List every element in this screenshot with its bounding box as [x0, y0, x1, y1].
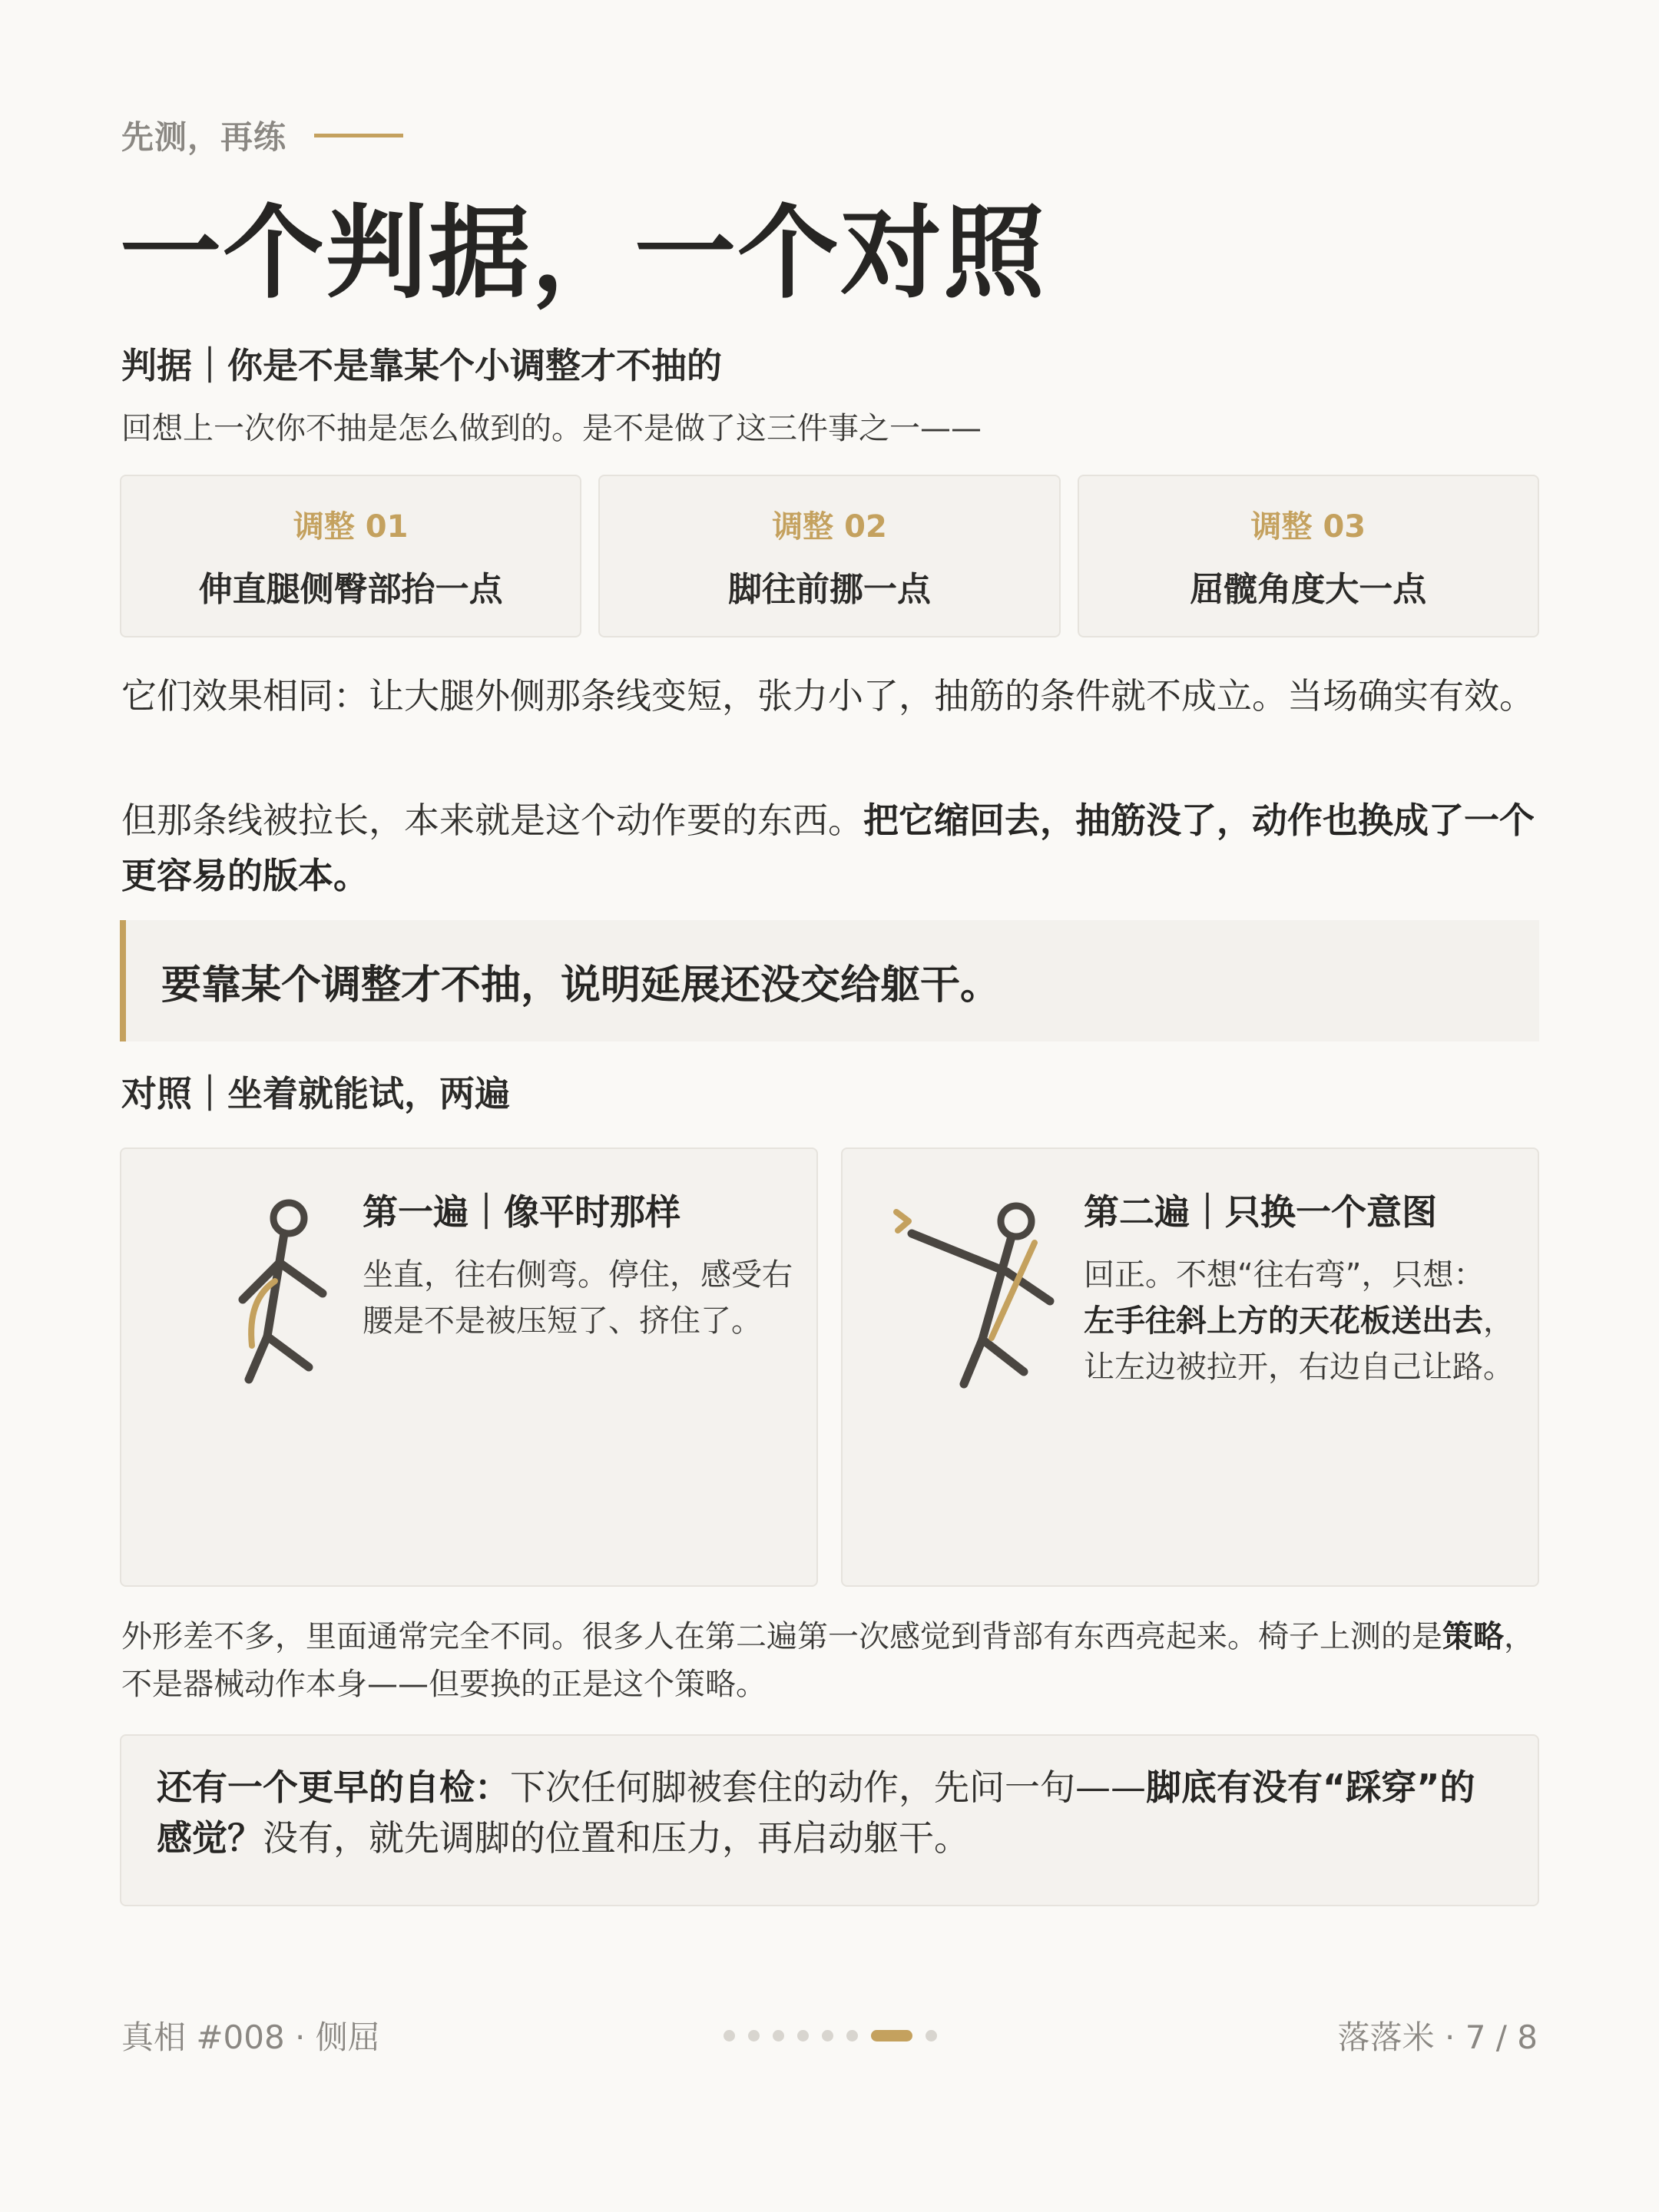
comparison-title: 第一遍｜像平时那样 [363, 1191, 680, 1233]
self-check-text: 没有，就先调脚的位置和压力，再启动躯干。 [263, 1817, 969, 1859]
comparison-text-first [363, 1189, 793, 1344]
note-text: ，不是器械动作本身——但要换的正是这个策略。 [121, 1619, 1535, 1702]
comparison-card-first [120, 1147, 818, 1587]
comparison-body-text: ，让左边被拉开，右边自己让路。 [1084, 1303, 1514, 1385]
page-dot [724, 2030, 735, 2041]
comparison-body [1084, 1252, 1514, 1390]
adjustment-label: 脚往前挪一点 [727, 569, 931, 609]
effect-paragraph: 它们效果相同：让大腿外侧那条线变短，张力小了，抽筋的条件就不成立。当场确实有效。 [121, 675, 1535, 717]
page-dot [748, 2030, 760, 2041]
adjustment-tag: 调整 03 [1250, 508, 1366, 545]
adjustment-card-03 [1078, 475, 1539, 637]
comparison-note [121, 1613, 1542, 1708]
page-dot [822, 2030, 833, 2041]
comparison-body-text: 回正。不想“往右弯”，只想： [1084, 1257, 1485, 1293]
page-title: 一个判据，一个对照 [120, 194, 1046, 313]
comparison-body: 坐直，往右侧弯。停住，感受右腰是不是被压短了、挤住了。 [363, 1257, 793, 1339]
footer-series: 真相 #008 · 侧屈 [121, 2018, 380, 2056]
self-check-box [120, 1734, 1539, 1906]
stick-figure-reach-icon [893, 1195, 1055, 1418]
page-dot [846, 2030, 858, 2041]
stick-figure-bend-icon [172, 1195, 333, 1418]
adjustment-label: 伸直腿侧臀部抬一点 [198, 569, 503, 609]
page-dot [797, 2030, 809, 2041]
adjustment-cards [120, 475, 1539, 637]
tradeoff-paragraph [121, 793, 1550, 903]
note-emphasis: 策略 [1442, 1619, 1504, 1654]
tradeoff-emphasis: 把它缩回去，抽筋没了，动作也换成了一个更容易的版本。 [121, 800, 1535, 896]
kicker [121, 112, 403, 158]
adjustment-tag: 调整 01 [293, 508, 409, 545]
comparison-heading: 对照｜坐着就能试，两遍 [121, 1073, 510, 1114]
adjustment-card-01 [120, 475, 581, 637]
comparison-text-second [1084, 1189, 1514, 1390]
adjustment-card-02 [598, 475, 1060, 637]
self-check-lead: 还有一个更早的自检： [157, 1767, 510, 1808]
page-dot [926, 2030, 937, 2041]
comparison-card-second [841, 1147, 1539, 1587]
self-check-text: 下次任何脚被套住的动作，先问一句—— [510, 1767, 1146, 1808]
kicker-text: 先测，再练 [121, 118, 287, 156]
footer-page-number: 落落米 · 7 / 8 [1337, 2018, 1538, 2056]
comparison-title: 第二遍｜只换一个意图 [1084, 1191, 1437, 1233]
tradeoff-text: 但那条线被拉长，本来就是这个动作要的东西。 [121, 800, 863, 841]
adjustment-tag: 调整 02 [772, 508, 887, 545]
criterion-heading: 判据｜你是不是靠某个小调整才不抽的 [121, 345, 722, 386]
criterion-intro: 回想上一次你不抽是怎么做到的。是不是做了这三件事之一—— [121, 411, 982, 446]
adjustment-label: 屈髋角度大一点 [1190, 569, 1427, 609]
comparison-body-emphasis: 左手往斜上方的天花板送出去 [1084, 1303, 1483, 1339]
key-quote: 要靠某个调整才不抽，说明延展还没交给躯干。 [120, 920, 1539, 1041]
note-text: 外形差不多，里面通常完全不同。很多人在第二遍第一次感觉到背部有东西亮起来。椅子上测的是 [121, 1619, 1442, 1654]
page-dot [773, 2030, 784, 2041]
comparison-cards [120, 1147, 1539, 1587]
page-indicator [724, 2030, 937, 2041]
kicker-rule [314, 134, 403, 137]
self-check-question: 脚底有没有“踩穿”的感觉？ [157, 1767, 1475, 1859]
page-dot-active [871, 2030, 912, 2041]
